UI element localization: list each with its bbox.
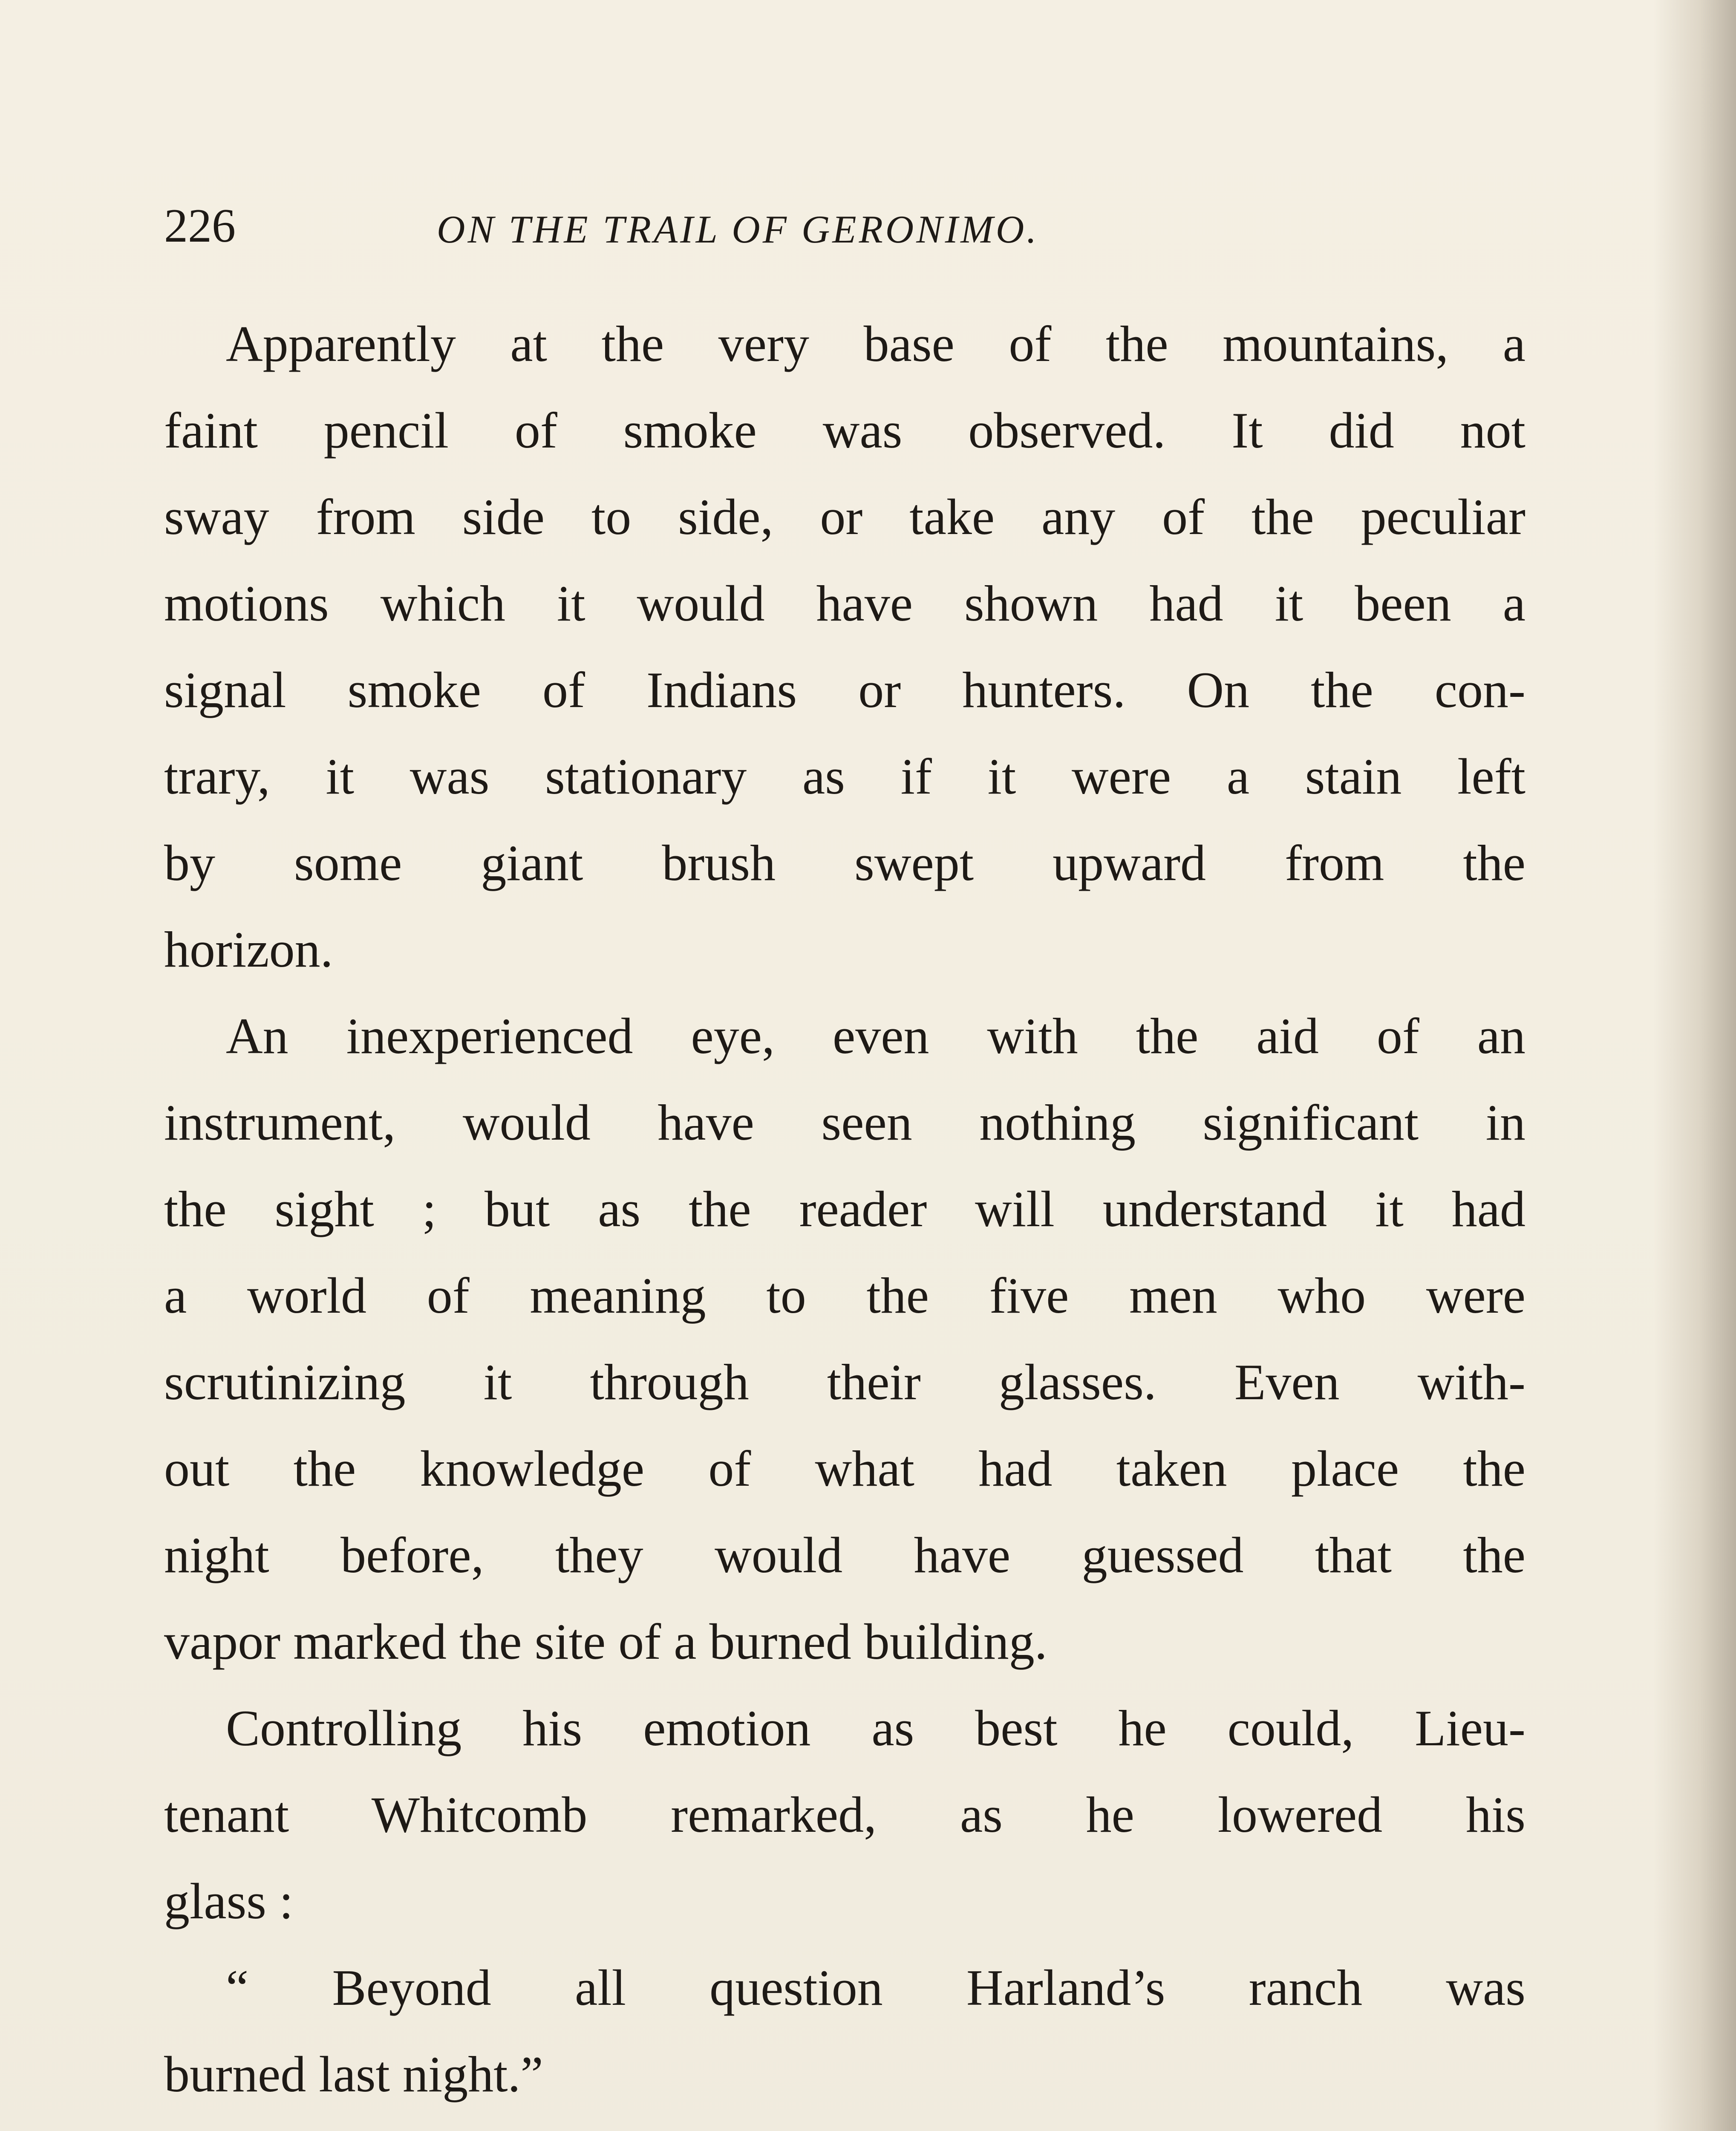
text-line: a world of meaning to the five men who were [164, 1267, 1525, 1324]
text-line: night before, they would have guessed that the [164, 1527, 1525, 1583]
text-line: by some giant brush swept upward from the [164, 834, 1525, 891]
text-line: faint pencil of smoke was observed. It did not [164, 402, 1525, 459]
text-line: trary, it was stationary as if it were a stain left [164, 748, 1525, 805]
page-header [164, 198, 1528, 254]
text-line: out the knowledge of what had taken place the [164, 1440, 1525, 1497]
text-line: glass : [164, 1873, 294, 1929]
text-line: instrument, would have seen nothing significant in [164, 1094, 1525, 1151]
text-line: vapor marked the site of a burned building. [164, 1613, 1047, 1670]
body-text [164, 300, 1525, 2131]
text-line: Controlling his emotion as best he could, Lieu- [226, 1700, 1525, 1756]
text-line: scrutinizing it through their glasses. Even with- [164, 1354, 1525, 1410]
text-line [164, 2117, 1525, 2131]
text-line: horizon. [164, 921, 333, 978]
text-line: “ Beyond all question Harland’s ranch was [226, 1959, 1525, 2016]
text-line: the sight ; but as the reader will understand it had [164, 1181, 1525, 1237]
text-line: Apparently at the very base of the mountains, a [226, 315, 1525, 372]
text-line: An inexperienced eye, even with the aid of an [226, 1008, 1525, 1064]
text-line: signal smoke of Indians or hunters. On the con- [164, 661, 1525, 718]
text-line: sway from side to side, or take any of the peculiar [164, 488, 1525, 545]
page-number: 226 [164, 199, 236, 252]
text-line: burned last night.” [164, 2046, 543, 2102]
text-line: tenant Whitcomb remarked, as he lowered his [164, 1786, 1525, 1843]
running-head: ON THE TRAIL OF GERONIMO. [437, 208, 1039, 251]
text-line: motions which it would have shown had it been a [164, 575, 1525, 632]
